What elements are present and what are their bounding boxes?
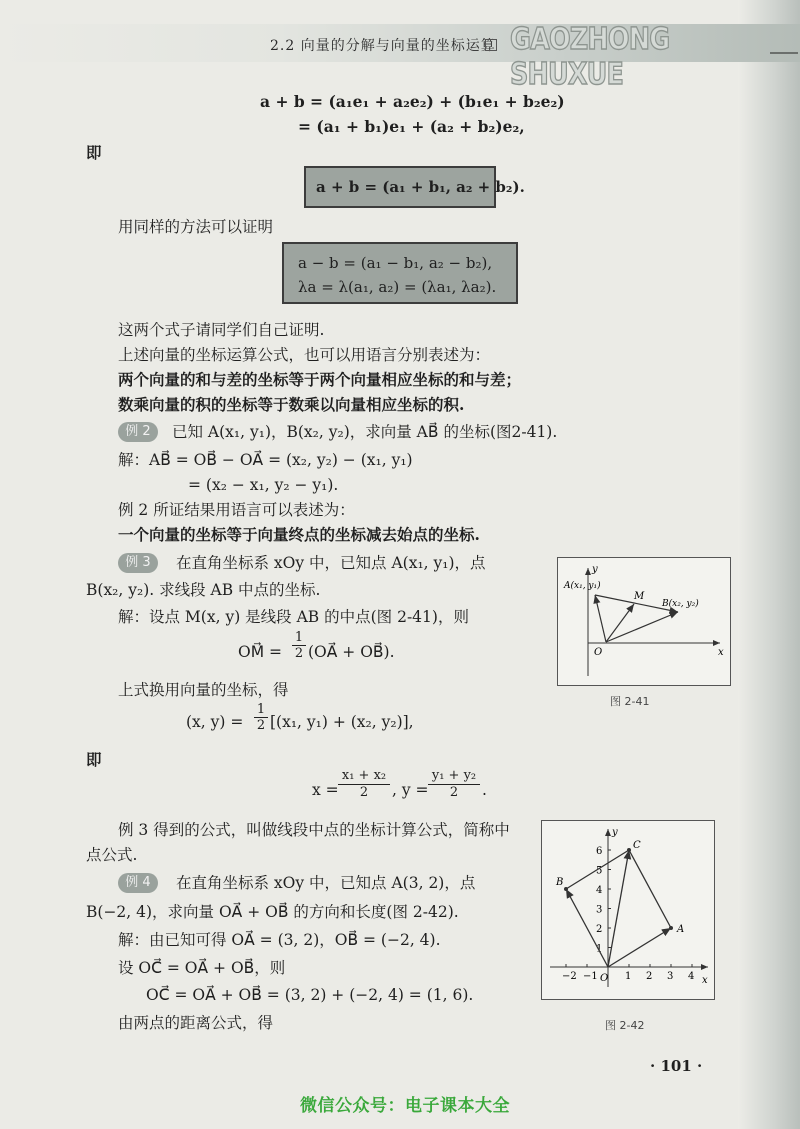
formula-box-diff	[282, 242, 518, 304]
example-3-badge: 例 3	[118, 553, 158, 573]
example-4-solution-4: 由两点的距离公式，得	[118, 1014, 274, 1032]
midpoint-formula-y-lhs: , y =	[392, 781, 429, 799]
vector-oa	[595, 595, 606, 642]
formula-box-sum	[304, 166, 525, 208]
section-marker-icon	[485, 39, 497, 51]
paragraph-4: 数乘向量的积的坐标等于数乘以向量相应坐标的积.	[118, 395, 465, 414]
x-tick-label: 1	[625, 971, 632, 982]
y-tick-label: 2	[596, 924, 603, 935]
y-tick-label: 5	[596, 865, 603, 877]
x-tick-label: −1	[583, 971, 598, 982]
fraction-denominator: 2	[428, 784, 480, 801]
midpoint-vector-lhs: OM⃗ =	[238, 643, 282, 661]
figure-2-41-caption: 图 2-41	[610, 695, 650, 708]
example-4-line2: B(−2, 4)，求向量 OA⃗ + OB⃗ 的方向和长度(图 2-42).	[86, 903, 459, 921]
same-method-text: 用同样的方法可以证明	[118, 218, 274, 236]
example-4-line1: 在直角坐标系 xOy 中，已知点 A(3, 2)，点	[176, 874, 476, 892]
sum-equation-line1: a + b = (a₁e₁ + a₂e₂) + (b₁e₁ + b₂e₂)	[260, 92, 565, 111]
figure-2-42	[541, 820, 715, 1000]
segment-ac	[629, 850, 671, 928]
point-b	[564, 887, 568, 891]
figure-2-41	[557, 557, 731, 686]
header-rule	[770, 52, 798, 54]
example-2-note: 例 2 所证结果用语言可以表述为：	[118, 501, 355, 519]
midpoint-paragraph-1: 例 3 得到的公式，叫做线段中点的坐标计算公式，简称中	[118, 821, 510, 839]
header-watermark: GAOZHONG SHUXUE	[510, 22, 670, 92]
example-3-solution-1: 解：设点 M(x, y) 是线段 AB 的中点(图 2-41)，则	[118, 608, 469, 626]
y-tick-label: 1	[596, 943, 603, 955]
fraction-numerator: 1	[294, 630, 304, 645]
point-a	[669, 926, 673, 930]
fraction-numerator: 1	[256, 702, 266, 717]
y-tick-label: 3	[596, 904, 603, 916]
fraction-numerator: x₁ + x₂	[341, 768, 387, 783]
figure-2-42-graphic	[542, 821, 714, 999]
paragraph-2: 上述向量的坐标运算公式，也可以用语言分别表述为：	[118, 346, 491, 364]
example-3-line2: B(x₂, y₂). 求线段 AB 中点的坐标.	[86, 581, 321, 599]
fraction-half-1	[292, 630, 306, 661]
x-tick-label: 3	[667, 971, 674, 982]
midpoint-formula-x-lhs: x =	[312, 781, 339, 799]
formula-scalar: λa = λ(a₁, a₂) = (λa₁, λa₂).	[298, 278, 497, 296]
formula-diff: a − b = (a₁ − b₁, a₂ − b₂),	[298, 254, 493, 272]
y-tick-label: 6	[596, 846, 603, 857]
footer-wechat-note: 微信公众号：电子课本大全	[300, 1096, 510, 1116]
example-3-paragraph: 上式换用向量的坐标，得	[118, 681, 289, 699]
x-axis-label: x	[702, 975, 708, 986]
example-4-badge: 例 4	[118, 873, 158, 893]
fraction-denominator: 2	[254, 717, 268, 733]
midpoint-formula-y-fraction	[428, 768, 480, 801]
x-axis-label: x	[718, 647, 724, 658]
vector-oa	[608, 928, 671, 967]
point-b-label: B	[556, 877, 564, 888]
midpoint-vector-rhs: (OA⃗ + OB⃗).	[308, 643, 395, 661]
midpoint-formula-end: .	[482, 781, 487, 799]
figure-2-42-caption: 图 2-42	[605, 1019, 645, 1032]
paragraph-1: 这两个式子请同学们自己证明.	[118, 321, 325, 339]
example-2-conclusion: 一个向量的坐标等于向量终点的坐标减去始点的坐标.	[118, 525, 480, 544]
formula-sum: a + b = (a₁ + b₁, a₂ + b₂).	[316, 178, 525, 196]
fraction-denominator: 2	[292, 645, 306, 661]
origin-label: O	[600, 973, 609, 984]
fraction-numerator: y₁ + y₂	[431, 768, 477, 783]
example-2-badge: 例 2	[118, 422, 158, 442]
sum-equation-line2: = (a₁ + b₁)e₁ + (a₂ + b₂)e₂,	[298, 117, 525, 136]
point-a-label: A	[677, 924, 685, 935]
midpoint-paragraph-2: 点公式.	[86, 846, 138, 864]
x-tick-label: 4	[688, 971, 695, 982]
figure-2-41-graphic	[558, 558, 730, 685]
example-2-solution-1: 解：AB⃗ = OB⃗ − OA⃗ = (x₂, y₂) − (x₁, y₁)	[118, 451, 413, 469]
point-m-label: M	[634, 591, 645, 602]
point-c	[627, 848, 631, 852]
y-axis-label: y	[592, 564, 598, 575]
midpoint-coord-rhs: [(x₁, y₁) + (x₂, y₂)],	[270, 713, 414, 731]
point-c-label: C	[633, 840, 641, 851]
ji-text-2: 即	[86, 750, 102, 769]
x-tick-label: −2	[562, 971, 577, 982]
section-title: 2.2 向量的分解与向量的坐标运算	[270, 38, 496, 54]
fraction-denominator: 2	[338, 784, 390, 801]
example-2-solution-2: = (x₂ − x₁, y₂ − y₁).	[188, 476, 339, 494]
example-4-solution-3: OC⃗ = OA⃗ + OB⃗ = (3, 2) + (−2, 4) = (1, 6).	[146, 986, 474, 1004]
fraction-half-2	[254, 702, 268, 733]
point-a-label: A(x₁, y₁)	[564, 581, 601, 591]
vector-oc	[608, 850, 629, 967]
midpoint-formula-x-fraction	[338, 768, 390, 801]
origin-label: O	[594, 647, 603, 658]
x-tick-label: 2	[646, 971, 653, 982]
example-4-solution-2: 设 OC⃗ = OA⃗ + OB⃗，则	[118, 959, 286, 977]
page-number: · 101 ·	[650, 1057, 703, 1075]
y-tick-label: 4	[596, 885, 603, 896]
example-2-text: 已知 A(x₁, y₁)，B(x₂, y₂)，求向量 AB⃗ 的坐标(图2-41).	[172, 423, 558, 441]
point-b-label: B(x₂, y₂)	[662, 599, 699, 609]
example-4-solution-1: 解：由已知可得 OA⃗ = (3, 2)，OB⃗ = (−2, 4).	[118, 931, 441, 949]
example-3-line1: 在直角坐标系 xOy 中，已知点 A(x₁, y₁)，点	[176, 554, 486, 572]
y-axis-label: y	[612, 827, 618, 838]
page-edge-shade	[738, 0, 800, 1129]
ji-text-1: 即	[86, 143, 102, 162]
midpoint-coord-lhs: (x, y) =	[186, 713, 244, 731]
paragraph-3: 两个向量的和与差的坐标等于两个向量相应坐标的和与差；	[118, 370, 522, 389]
